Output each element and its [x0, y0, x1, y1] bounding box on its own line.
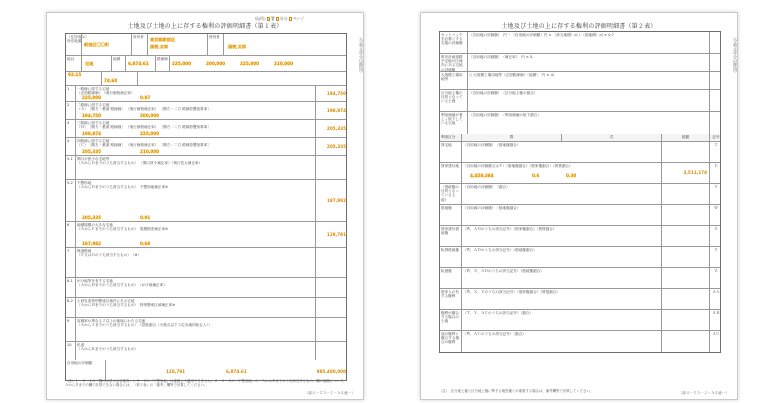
table-row [440, 268, 720, 289]
table-header: 利用区分 算 式 総額 記号 [440, 134, 720, 142]
row-kind: 借家人の有する権利 [441, 289, 459, 298]
calc-row [66, 222, 346, 248]
row-symbol: Ｙ [714, 247, 718, 252]
row-formula: （ＡからＤまでのうち該当するもの） （間口狭小補正率）（奥行長大補正率） [77, 160, 203, 165]
menseki-value[interactable]: 6,874.61 [128, 61, 149, 66]
page2-side-text: （令和元年分以降用） [733, 35, 738, 75]
header-stamp: 局(所) 署 年分 ページ [255, 16, 305, 21]
row-number: 9 [67, 318, 70, 323]
row-value-a[interactable]: 205,335 [82, 215, 102, 220]
row-value-b[interactable]: 0.91 [140, 215, 151, 220]
row-symbol: ＡＣ [712, 331, 720, 336]
row-symbol: Ｗ [714, 205, 718, 210]
form-page-2 [420, 12, 738, 400]
special-section [440, 72, 720, 90]
row-amount[interactable]: 187,982 [326, 198, 346, 203]
frontage-value[interactable]: 92.15 [68, 72, 82, 77]
row-amount[interactable]: 198,874 [326, 108, 346, 113]
row-label: 土砂災害特別警戒区域内にある宅地 [77, 298, 135, 303]
table-row [440, 163, 720, 184]
page1-side-text: （令和元年分以降用） [359, 35, 364, 75]
page2-number: （資４－２５－２－Ａ４統一） [678, 391, 729, 395]
section-formula: （自用地の評価額） （補正率） 円 × 0. [469, 54, 534, 59]
calc-row [66, 180, 346, 222]
row-label: 三路線に面する宅地 [77, 120, 110, 125]
row-amount[interactable]: 205,335 [326, 126, 346, 131]
row-formula: （Ｆ又はＧのうち該当するもの） （※） [77, 252, 142, 257]
owner-address[interactable]: 東京都新宿区 [150, 37, 176, 42]
page1-notes: （注）１ ５－１の「間口が狭小な宅地等」と５－２の「不整形地」は重複して適用できません。２ ５－２の「不整形地」の「ＡからＤまでのうち該当するもの」欄の価額について、ＡからＤまでの欄で計算できない場合には、（第２表）の「備考」欄等で計算してください。 [65, 379, 347, 388]
row-symbol: Ｕ [714, 163, 718, 168]
row-value-b[interactable]: 210,000 [140, 149, 160, 154]
frontage-row [66, 72, 346, 86]
row-amount[interactable]: 128,791 [326, 232, 346, 237]
row-number: 8-2 [67, 298, 73, 303]
row-formula: （Ｗ、ＡＤのうちの該当記号）（借地権割合） [463, 247, 537, 252]
row-symbol: ＡＢ [712, 310, 720, 315]
row-number: 6 [67, 222, 70, 227]
row-formula: （Ｗ、Ｘ、Ｚのうちの該当記号）（借家権割合）（賃借割合） [463, 289, 561, 294]
row-number: 5-1 [67, 156, 73, 161]
info-row: （住居表示） 所在地番 新宿区〇〇町 所有者 東京都新宿区 国税 太郎 使用者 国税 太郎 [66, 34, 346, 56]
section-formula: ○ 大規模工場用地等（正面路線価）（地積） 円 × ㎡ [469, 72, 555, 77]
row-symbol: Ｚ [714, 268, 718, 273]
row-value-a[interactable]: 205,335 [82, 149, 102, 154]
table-row [440, 247, 720, 268]
row-value-a[interactable]: 194,750 [82, 113, 102, 118]
row-formula: （ＡからＦまでのうち該当するもの） 規模格差補正率※ [77, 226, 169, 231]
rosenka-3[interactable]: 225,000 [240, 61, 260, 66]
row-formula: （自用地の評価額又はＴ）（借地権割合）（借家権割合）（賃貸割合） [463, 163, 573, 168]
rosenka-2[interactable]: 200,000 [206, 61, 226, 66]
calc-row [66, 138, 346, 156]
calc-row [66, 318, 346, 342]
right-table-rows [440, 142, 720, 352]
row-label: 私道 [77, 342, 85, 347]
page1-title: 土地及び土地の上に存する権利の評価明細書（第１表） [127, 23, 283, 30]
row-kind: 貸家建付借地権 [441, 226, 459, 235]
table-row [440, 310, 720, 331]
section-label: 利用価値が著しく低下している宅地 [441, 112, 463, 126]
row-number: 5-2 [67, 180, 73, 185]
total-amount[interactable]: 885,400,000 [316, 369, 346, 374]
row-value-c[interactable]: 0.30 [566, 173, 577, 178]
row-label: がけ地等を有する宅地 [77, 278, 113, 283]
page2-notes: （注） 区分地上権と区分地上権に準ずる地役権とが重複する場合は、備考欄等で計算してください。 [439, 389, 594, 393]
row-formula: （Ｗ、Ｘ、ＡＤのうちの該当記号）（借地権割合） [463, 268, 544, 273]
page1-grid [65, 33, 347, 381]
row-formula: （自用地の評価額） （割合） [463, 184, 510, 189]
row-number: 1 [67, 86, 70, 91]
special-section [440, 32, 720, 54]
section-formula: （自用地の評価額） （利用価値の低下割合） [469, 112, 541, 117]
page2-grid [439, 31, 721, 353]
row-formula: （ＡからＪまでのうち該当するもの） （控除割合（小数点以下３位未満四捨五入）） [77, 322, 212, 327]
calc-row [66, 86, 346, 102]
table-row [440, 226, 720, 247]
row-label: 二路線に面する宅地 [77, 102, 110, 107]
table-row [440, 142, 720, 163]
total-row: 自用地の評価額 128,791 6,874.61 885,400,000 [66, 360, 346, 380]
row-formula: （Ａ） ［側方・裏面 路線価］ （奥行価格補正率） ［側方・二方 路線影響加算率］ [77, 106, 211, 111]
special-section [440, 112, 720, 134]
calc-row [66, 156, 346, 180]
row-kind: 転借権 [441, 268, 452, 273]
row-amount[interactable]: 205,335 [326, 144, 346, 149]
page2-title: 土地及び土地の上に存する権利の評価明細書（第２表） [501, 23, 657, 30]
row-amount[interactable]: 3,511,178 [683, 170, 707, 175]
row-symbol: Ｔ [714, 142, 718, 147]
row-label: 地積規模の大きな宅地 [77, 222, 113, 227]
table-row [440, 205, 720, 226]
calc-row [66, 298, 346, 318]
rosenka-1[interactable]: 225,000 [172, 61, 192, 66]
row-kind: 貸家建付地 [441, 163, 459, 168]
table-row [440, 184, 720, 205]
section-formula: （自用地の評価額） （区分地上権の割合） [469, 90, 538, 95]
calc-row [66, 102, 346, 120]
section-label: 都市計画道路予定地の区域内にある宅地の評価額 [441, 54, 463, 72]
row-number: 8-1 [67, 278, 73, 283]
chimoku-value[interactable]: 宅地 [85, 61, 94, 66]
form-page-1 [46, 12, 364, 400]
row-value-b[interactable]: 225,000 [140, 131, 160, 136]
row-label: 間口が狭小な宅地等 [77, 156, 110, 161]
row-value-a[interactable]: 225,000 [82, 95, 102, 100]
row-formula: （ＡからＫまでのうち該当するもの） [77, 346, 139, 351]
row-formula: （Ｗ、ＡＤのうちの該当記号）（借家権割合）（賃貸割合） [463, 226, 557, 231]
table-row [440, 331, 720, 352]
row-kind: 権利が競合する場合の土地 [441, 310, 459, 324]
page1-number: （資４－２５－１－Ａ４統一） [304, 391, 355, 395]
row-label: 一路線に面する宅地 [77, 86, 110, 91]
row-formula: （Ｔ、Ｖ、ＡＣのうちの該当記号）（割合） [463, 310, 534, 315]
depth-value[interactable]: 74.60 [104, 78, 118, 83]
special-section [440, 54, 720, 72]
land-info-row: 地目 宅地 地積 6,874.61 路線価 225,000 200,000 225,000 210,000 [66, 56, 346, 72]
row-value-b[interactable]: 0.6 [532, 173, 540, 178]
row-formula: （ＡからＨまでのうち該当するもの） （がけ地補正率） [77, 282, 167, 287]
row-number: 2 [67, 102, 70, 107]
row-symbol: ＡＡ [712, 289, 720, 294]
calc-row [66, 278, 346, 298]
table-row [440, 289, 720, 310]
total-area[interactable]: 6,874.61 [226, 369, 247, 374]
row-formula: （Ｂ） ［側方・裏面 路線価］ （奥行価格補正率） ［側方・二方 路線影響加算率］ [77, 124, 211, 129]
row-formula: （ＡからＨまでのうち該当するもの） 特別警戒区域補正率※ [77, 302, 176, 307]
row-label: 四路線に面する宅地 [77, 138, 110, 143]
row-value-b[interactable]: 200,000 [140, 113, 160, 118]
row-number: 3 [67, 120, 70, 125]
row-value-a[interactable]: 4,458,384 [470, 173, 494, 178]
section-label: 区分地上権の目的となっている土地 [441, 90, 463, 104]
row-label: 不整形地 [77, 180, 92, 185]
user-name[interactable]: 国税 太郎 [228, 44, 247, 49]
row-kind: 転貸借地権 [441, 247, 459, 252]
special-section [440, 90, 720, 112]
row-number: 10 [67, 342, 72, 347]
row-value-b[interactable]: 0.68 [140, 241, 151, 246]
row-label: 容積率の異なる２以上の地域にわたる宅地 [77, 318, 146, 323]
location-value[interactable]: 新宿区〇〇町 [84, 42, 110, 47]
row-kind: 貸宅地 [441, 142, 452, 147]
calc-row [66, 248, 346, 278]
row-symbol: Ｘ [714, 226, 718, 231]
row-kind: 借地権 [441, 205, 452, 210]
row-formula: （ＡからＤまでのうち該当するもの） 不整形地補正率※ [77, 184, 169, 189]
calc-row [66, 120, 346, 138]
row-formula: （Ｗ、ＡＣのうちの該当記号）（割合） [463, 331, 526, 336]
rosenka-4[interactable]: 210,000 [274, 61, 294, 66]
section-label: 大規模工場用地等 [441, 72, 463, 81]
row-symbol: Ｖ [714, 184, 718, 189]
owner-name[interactable]: 国税 太郎 [150, 44, 169, 49]
section-label: セットバックを必要とする宅地の評価額 [441, 32, 463, 46]
calc-rows [66, 86, 346, 360]
calc-row [66, 342, 346, 360]
row-amount[interactable]: 194,750 [326, 91, 346, 96]
section-formula: （自用地の評価額） 円 －（自用地の評価額）円 × （該当地積）㎡ / （総地積）㎡ × 0.7 [469, 32, 614, 37]
row-kind: 他の権利と競合する場合の権利 [441, 331, 459, 345]
row-value-a[interactable]: 198,874 [82, 131, 102, 136]
row-number: 4 [67, 138, 70, 143]
row-formula: （自用地の評価額） （借地権割合） [463, 205, 521, 210]
row-label: 無道路地 [77, 248, 92, 253]
row-value-b[interactable]: 0.87 [140, 95, 151, 100]
special-sections [440, 32, 720, 134]
row-formula: （自用地の評価額） （借地権割合） [463, 142, 521, 147]
row-number: 7 [67, 248, 70, 253]
row-kind: （借地権の目的となっている土地） [441, 184, 459, 202]
row-value-a[interactable]: 187,982 [82, 241, 102, 246]
total-unit-price[interactable]: 128,791 [166, 369, 186, 374]
row-formula: （正面路線価） （奥行価格補正率） [77, 90, 135, 95]
row-formula: （Ｃ） ［側方・裏面 路線価］ （奥行価格補正率） ［側方・二方 路線影響加算率］ [77, 142, 211, 147]
